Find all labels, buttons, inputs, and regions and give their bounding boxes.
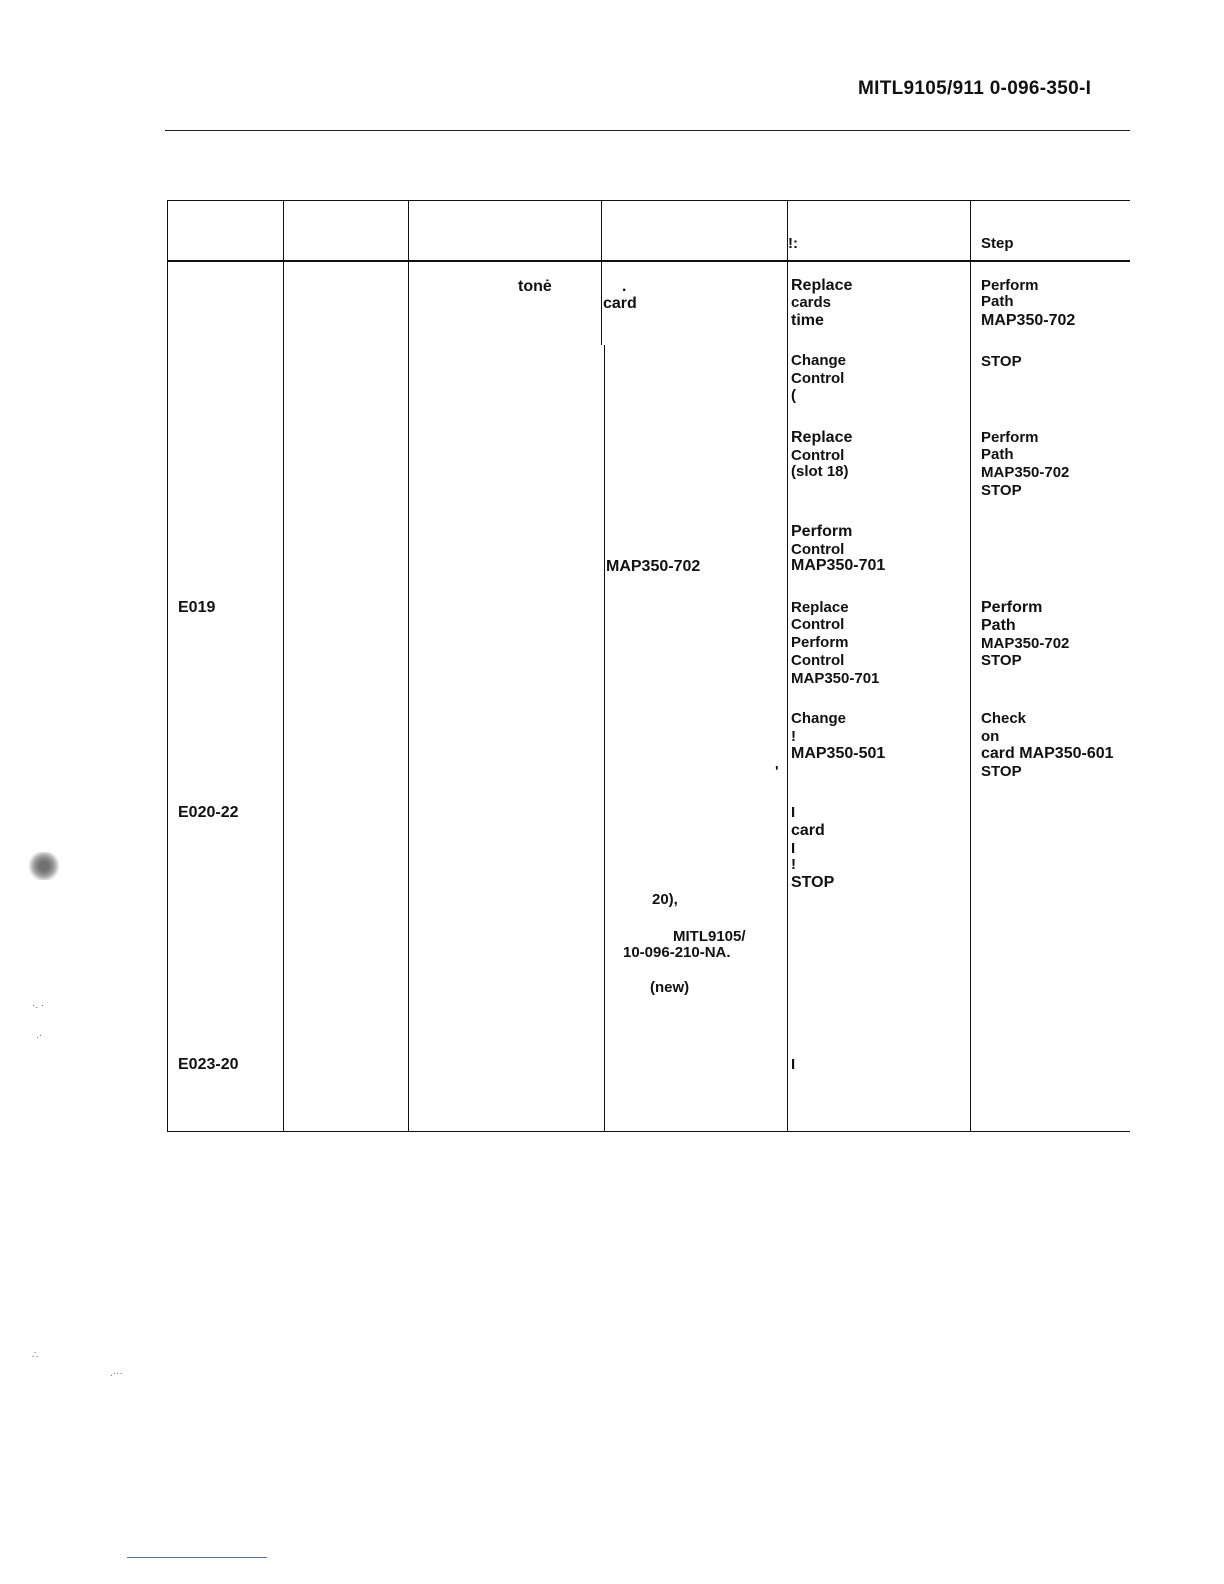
action-text: !	[791, 856, 796, 873]
header-col5: !:	[788, 235, 798, 252]
step-text: Path	[981, 446, 1014, 463]
step-text: card MAP350-601	[981, 745, 1114, 762]
step-text: Perform	[981, 599, 1043, 616]
step-text: MAP350-702	[981, 635, 1070, 652]
scan-speckle: ∴	[32, 1350, 39, 1361]
action-text: STOP	[791, 874, 835, 891]
document-id: MITL9105/911 0-096-350-I	[858, 78, 1092, 99]
step-text: STOP	[981, 763, 1022, 780]
action-text: I	[791, 804, 796, 821]
action-text: Perform	[791, 523, 853, 540]
scan-speckle: .·	[36, 1030, 43, 1041]
cause-dot: .	[622, 278, 627, 295]
col-divider-0	[167, 200, 168, 1132]
action-text: cards	[791, 294, 832, 311]
action-text: time	[791, 312, 824, 329]
action-text: Control	[791, 652, 845, 669]
col-divider-5	[970, 200, 971, 1132]
footer-rule	[127, 1557, 267, 1558]
header-step: Step	[981, 235, 1014, 252]
cause-map702: MAP350-702	[606, 558, 701, 575]
table-top-border	[167, 200, 1130, 201]
action-text: (slot 18)	[791, 463, 849, 480]
action-text: '	[775, 763, 779, 780]
action-text: Replace	[791, 599, 849, 616]
action-text: Control	[791, 541, 845, 558]
step-text: on	[981, 728, 1000, 745]
col-divider-2	[408, 200, 409, 1132]
cause-na: 10-096-210-NA.	[623, 944, 731, 961]
step-text: STOP	[981, 482, 1022, 499]
action-text: Perform	[791, 634, 849, 651]
col-divider-3a	[601, 200, 602, 345]
action-text: I	[791, 1056, 796, 1073]
action-text: MAP350-701	[791, 670, 880, 687]
step-text: STOP	[981, 353, 1022, 370]
scan-speckle: ·. ·	[32, 1000, 45, 1011]
step-text: Path	[981, 293, 1014, 310]
code-e023-20: E023-20	[178, 1056, 239, 1073]
action-text: Replace	[791, 429, 853, 446]
action-text: card	[791, 822, 825, 839]
scan-speckle: .···	[110, 1368, 123, 1379]
symptom-tone: tonė	[518, 278, 552, 295]
step-text: Perform	[981, 429, 1039, 446]
action-text: MAP350-701	[791, 557, 886, 574]
action-text: !	[791, 728, 796, 745]
scan-smudge	[26, 852, 62, 880]
table-bottom-border	[167, 1131, 1130, 1132]
step-text: STOP	[981, 652, 1022, 669]
col-divider-3b	[604, 345, 605, 1132]
cause-card: card	[603, 295, 637, 312]
action-text: MAP350-501	[791, 745, 886, 762]
code-e020-22: E020-22	[178, 804, 239, 821]
cause-new: (new)	[650, 979, 690, 996]
header-rule	[165, 130, 1130, 131]
step-text: MAP350-702	[981, 312, 1076, 329]
action-text: I	[791, 840, 796, 857]
action-text: Control	[791, 370, 845, 387]
step-text: Path	[981, 617, 1016, 634]
col-divider-4	[787, 200, 788, 1132]
step-text: Check	[981, 710, 1027, 727]
step-text: Perform	[981, 277, 1039, 294]
cause-20: 20),	[652, 891, 678, 908]
step-text: MAP350-702	[981, 464, 1070, 481]
cause-mitl: MITL9105/	[673, 928, 746, 945]
action-text: Change	[791, 352, 847, 369]
action-text: Replace	[791, 277, 853, 294]
table-header-rule	[167, 260, 1130, 262]
col-divider-1	[283, 200, 284, 1132]
action-text: Change	[791, 710, 847, 727]
action-text: (	[791, 387, 796, 404]
action-text: Control	[791, 616, 845, 633]
code-e019: E019	[178, 599, 216, 616]
action-text: Control	[791, 447, 845, 464]
